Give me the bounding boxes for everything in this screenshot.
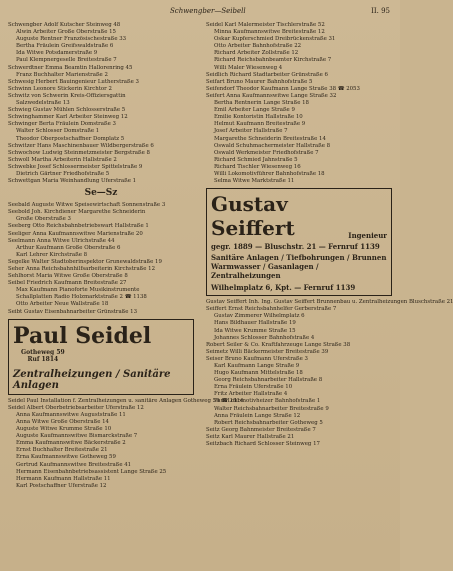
right-column — [206, 22, 453, 448]
directory-entry: Hugo Kaufmann Mittelstraße 18 — [214, 370, 303, 377]
directory-entry: Seifendorf Theodor Kaufmann Lange Straße 38 ☎ 2053 — [206, 85, 360, 92]
directory-entry: Seidel Karl Malermeister Tischlerstraße 52 — [206, 22, 325, 28]
advert-services: Zentralheizungen / Sanitäre Anlagen — [13, 368, 171, 391]
left-bottom-entries — [8, 397, 244, 490]
directory-entry: Anna Witwe Große Oberstraße 14 — [16, 418, 109, 425]
directory-entry: Schallplatten Radio Holzmarktstraße 2 ☎ 1138 — [16, 294, 147, 301]
advert-founded-line: gegr. 1889 — Bluschstr. 21 — Fernruf 1139 — [211, 242, 380, 252]
directory-entry: Auguste Witwe Krumme Straße 10 — [16, 426, 112, 433]
page-number: II. 95 — [371, 7, 390, 15]
page-header — [0, 5, 400, 19]
directory-entry: Seeliger Anna Kaufmannswitwe Marienstraße 20 — [8, 230, 143, 237]
directory-entry: Oswald Schuhmachermeister Hallstraße 8 — [214, 142, 331, 149]
directory-entry: Gertrud Kaufmannswitwe Breitestraße 41 — [16, 461, 132, 468]
directory-entry: Seelmann Anna Witwe Ulrichstraße 44 — [8, 237, 115, 244]
right-top-entries — [206, 22, 392, 185]
directory-entry: Seidlich Richard Stadtarbeiter Grünstraße 6 — [206, 71, 328, 78]
advert-phone: Ruf 1814 — [27, 355, 59, 363]
directory-entry: Große Oberstraße 3 — [16, 216, 71, 223]
directory-entry: Hermann Kaufmann Hallstraße 11 — [16, 475, 111, 482]
right-bottom-entries — [206, 299, 453, 448]
directory-entry: Otto Arbeiter Bahnhofstraße 22 — [214, 43, 302, 50]
directory-entry: Schwinger Berta Fräulein Domstraße 3 — [8, 121, 116, 128]
left-mid-entries — [8, 202, 194, 316]
directory-entry: Erna Fräulein Uferstraße 10 — [214, 384, 293, 391]
directory-entry: Schwinn Leonore Stickerin Kirchtor 2 — [8, 85, 112, 92]
directory-entry: Oskar Kupferschmied Dreibrückenstraße 31 — [214, 36, 336, 43]
directory-entry: Emil Arbeiter Lange Straße 9 — [214, 107, 295, 114]
directory-entry: Ida Witwe Krumme Straße 15 — [214, 327, 296, 334]
directory-entry: Max Kaufmann Pianoforte Musikinstrumente — [16, 287, 140, 294]
directory-entry: Bertha Rentnerin Lange Straße 18 — [214, 100, 309, 107]
directory-entry: Robert Reichsbahnarbeiter Gotheweg 5 — [214, 419, 323, 426]
section-divider: Se—Sz — [84, 188, 118, 199]
directory-entry: Karl Postschaffner Uferstraße 12 — [16, 482, 107, 489]
directory-entry: Karl Lehrer Kirchstraße 8 — [16, 251, 88, 258]
directory-entry: Seebold Joh. Kirchdiener Margarethe Schneiderin — [8, 209, 146, 216]
directory-entry: Seitz Karl Maurer Hallstraße 21 — [206, 433, 295, 440]
advert-gustav-seiffert — [206, 188, 392, 296]
directory-entry: Hermann Eisenbahnbetriebsassistent Lange Straße 25 — [16, 468, 167, 475]
directory-entry: Sehlhorst Maria Witwe Große Oberstraße 8 — [8, 273, 128, 280]
directory-entry: Theodor Oberpostschaffner Domplatz 5 — [16, 135, 125, 142]
directory-entry: Paul Klempnergeselle Breitestraße 7 — [16, 57, 117, 64]
directory-entry: Georg Reichsbahnarbeiter Hallstraße 8 — [214, 377, 323, 384]
advert-address — [21, 349, 65, 363]
directory-entry: Dietrich Gärtner Friedhofstraße 5 — [16, 170, 110, 177]
directory-entry: Erna Kaufmannswitwe Gotheweg 59 — [16, 454, 116, 461]
directory-entry: Paul Lokomotivheizer Bahnhofstraße 1 — [214, 398, 321, 405]
advert-services: Sanitäre Anlagen / Tiefbohrungen / Brunnen Warmwasser / Gasanlagen / Zentralheizungen — [211, 253, 387, 281]
running-head: Schwengber—Seibell — [170, 7, 246, 15]
directory-entry: Alwin Arbeiter Große Oberstraße 15 — [16, 29, 116, 36]
directory-entry: Schwieg Gustav Mühlen Schlosserstraße 5 — [8, 107, 126, 114]
directory-entry: Seifart Bruno Maurer Bahnhofstraße 5 — [206, 78, 313, 85]
directory-entry: Seifert Anna Kaufmannswitwe Lange Straße 32 — [206, 92, 337, 99]
directory-entry: Seibt Gustav Eisenbahnarbeiter Grünstraße 13 — [8, 308, 138, 315]
directory-entry: Seibel Friedrich Kaufmann Breitestraße 27 — [8, 280, 127, 287]
directory-entry: Otto Arbeiter Neue Wallstraße 18 — [16, 301, 109, 308]
directory-entry: Seimetz Willi Bäckermeister Breitestraße 39 — [206, 348, 329, 355]
directory-entry: Seebald Auguste Witwe Speisewirtschaft Sonnenstraße 3 — [8, 202, 166, 209]
advert-street: Gotheweg 59 — [21, 348, 65, 356]
left-column — [8, 22, 244, 490]
directory-entry: Seiser Bruno Kaufmann Uferstraße 3 — [206, 355, 308, 362]
directory-entry: Auguste Kaufmannswitwe Bismarckstraße 7 — [16, 433, 138, 440]
directory-entry: Schwebke Josef Schlossermeister Spittelstraße 9 — [8, 163, 143, 170]
directory-entry: Selma Witwe Marktstraße 11 — [214, 178, 295, 185]
directory-entry: Arthur Kaufmann Große Oberstraße 6 — [16, 244, 121, 251]
directory-entry: Schwerdtner Emma Beamtin Hallorenring 45 — [8, 64, 133, 71]
directory-entry: Richard Reichsbahnbeamter Kirchstraße 7 — [214, 57, 332, 64]
directory-entry: Seeberg Otto Reichsbahnbetriebswart Hallstraße 1 — [8, 223, 149, 230]
directory-entry: Segelke Walter Stadtoberinspektor Grunewaldstraße 19 — [8, 258, 162, 265]
directory-entry: Schwesig Herbert Bauingenieur Lutherstraße 3 — [8, 78, 139, 85]
directory-entry: Walter Reichsbahnarbeiter Breitestraße 9 — [214, 405, 329, 412]
directory-entry: Robert Seiler & Co. Kraftfahrzeuge Lange Straße 38 — [206, 341, 351, 348]
directory-entry: Emma Kaufmannswitwe Bäckerstraße 2 — [16, 440, 126, 447]
advert-branch: Wilhelmplatz 6, Kpt. — Fernruf 1139 — [211, 283, 356, 293]
directory-entry: Johannes Schlosser Bahnhofstraße 4 — [214, 334, 315, 341]
directory-entry: Helmut Kaufmann Breitestraße 9 — [214, 121, 306, 128]
advert-title: Gustav Seiffert — [211, 192, 295, 241]
directory-entry: Gustav Seiffert Inh. Ing. Gustav Seiffert Brunnenbau u. Zentralheizungen Bluschstraße 21 — [206, 299, 453, 306]
directory-entry: Schwengber Adolf Kutscher Steinweg 48 — [8, 22, 121, 28]
directory-entry: Seidel Paul Installation f. Zentralheizungen u. sanitäre Anlagen Gotheweg 59 ☎ 1814 — [8, 397, 244, 404]
directory-entry: Gustav Zimmerer Wilhelmplatz 6 — [214, 313, 305, 320]
directory-entry: Salzwedelstraße 13 — [16, 100, 70, 107]
advert-paul-seidel — [8, 319, 194, 395]
directory-entry: Richard Tischler Wiesenweg 16 — [214, 163, 301, 170]
directory-entry: Willi Lokomotivführer Bahnhofstraße 18 — [214, 170, 325, 177]
directory-entry: Karl Kaufmann Lange Straße 9 — [214, 363, 300, 369]
directory-entry: Schwitzer Hans Maschinenbauer Wildbergerstraße 6 — [8, 142, 154, 149]
directory-entry: Schwitz von Schwerin Kreis-Offiziersgattin — [8, 92, 126, 99]
directory-entry: Emilie Kontoristin Hallstraße 10 — [214, 114, 303, 121]
directory-entry: Oswald Werkmeister Friedhofstraße 7 — [214, 149, 319, 156]
directory-entry: Seitz Georg Bahnmeister Breitestraße 7 — [206, 426, 316, 433]
directory-entry: Auguste Rentner Französischestraße 33 — [16, 36, 127, 43]
directory-entry: Seher Anna Reichsbahnhilfsarbeiterin Kirchstraße 12 — [8, 266, 156, 272]
left-top-entries — [8, 22, 194, 185]
directory-entry: Josef Arbeiter Hallstraße 7 — [214, 128, 288, 135]
directory-entry: Richard Arbeiter Zollstraße 12 — [214, 50, 299, 57]
directory-entry: Fritz Arbeiter Hallstraße 4 — [214, 391, 288, 398]
directory-entry: Walter Schlosser Domstraße 1 — [16, 128, 100, 135]
directory-entry: Schwettgan Maria Weinhandlung Uferstraße 1 — [8, 178, 137, 185]
directory-entry: Ida Witwe Potsdamerstraße 9 — [16, 50, 98, 57]
directory-entry: Franz Buchhalter Marienstraße 2 — [16, 71, 108, 78]
advert-header — [211, 192, 387, 240]
directory-entry: Willi Maler Wiesenweg 4 — [214, 64, 283, 71]
directory-entry: Anna Fräulein Lange Straße 12 — [214, 412, 301, 419]
advert-profession: Ingenieur — [348, 231, 387, 241]
directory-entry: Margarethe Schneiderin Breitestraße 14 — [214, 135, 326, 142]
directory-entry: Seitzbach Richard Schlosser Steinweg 17 — [206, 441, 320, 448]
directory-entry: Seidel Albert Oberbetriebsarbeiter Uferstraße 12 — [8, 404, 144, 411]
advert-title: Paul Seidel — [13, 322, 152, 349]
directory-entry: Schwochow Ludwig Steinmetzmeister Bergstraße 8 — [8, 149, 150, 156]
directory-entry: Ernst Buchhalter Breitestraße 21 — [16, 447, 108, 454]
directory-entry: Seiffert Ernst Reichsbahnhelfer Gerberstraße 7 — [206, 306, 337, 313]
directory-entry: Bertha Fräulein Greifswaldstraße 6 — [16, 43, 114, 50]
directory-entry: Schwoll Martha Arbeiterin Hallstraße 2 — [8, 156, 117, 163]
directory-entry: Minna Kaufmannswitwe Breitestraße 12 — [214, 29, 325, 36]
directory-entry: Hans Bildhauer Hallstraße 19 — [214, 320, 296, 327]
directory-entry: Schwinghammer Karl Arbeiter Steinweg 12 — [8, 114, 128, 121]
directory-entry: Anna Kaufmannswitwe Auguststraße 11 — [16, 411, 126, 418]
directory-entry: Richard Schmied Jahnstraße 5 — [214, 156, 298, 163]
